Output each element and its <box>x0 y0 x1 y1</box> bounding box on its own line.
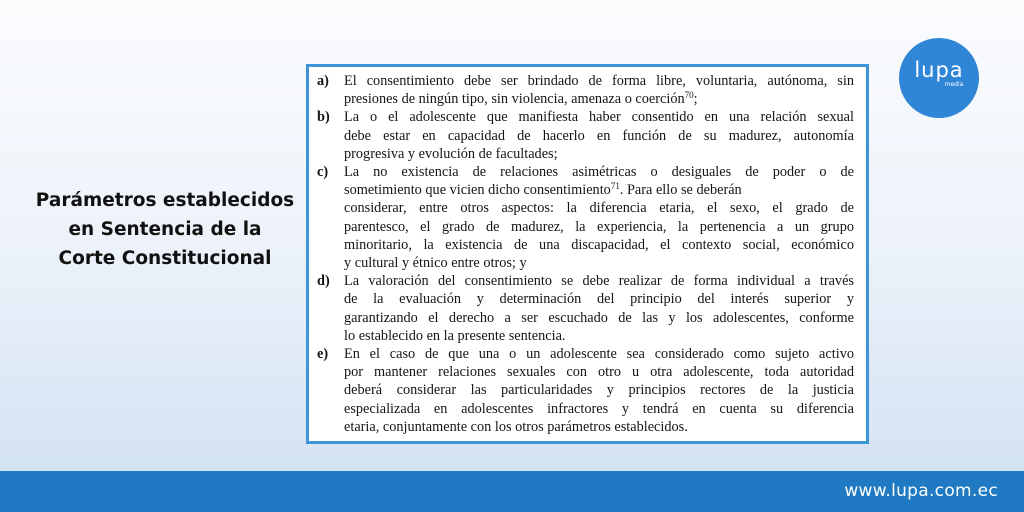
text-line <box>344 90 854 108</box>
text-segment: ; <box>693 91 698 108</box>
text-line: debe estar en capacidad de hacerlo en función de su madurez, autonomía <box>344 127 854 144</box>
list-item-c <box>317 163 854 272</box>
item-letter: b) <box>317 109 330 126</box>
text-segment: presiones de ningún tipo, sin violencia, amenaza o coerción <box>344 91 685 108</box>
item-letter: e) <box>317 346 329 363</box>
list-item-e <box>317 345 854 436</box>
text-line: garantizando el derecho a ser escuchado de las y los adolescentes, conforme <box>344 309 854 326</box>
text-line: de la evaluación y determinación del principio del interés superior y <box>344 291 854 308</box>
footnote-ref: 71 <box>610 181 620 192</box>
lupa-logo <box>899 38 979 118</box>
item-letter: c) <box>317 164 329 181</box>
text-line: minoritario, la existencia de una discapacidad, el contexto social, económico <box>344 236 854 253</box>
text-line: por mantener relaciones sexuales con otro u otra adolescente, toda autoridad <box>344 364 854 381</box>
text-line: y cultural y étnico entre otros; y <box>344 255 527 272</box>
text-line: considerar, entre otros aspectos: la diferencia etaria, el sexo, el grado de <box>344 200 854 217</box>
text-line: deberá considerar las particularidades y principios rectores de la justicia <box>344 382 854 399</box>
text-segment: sometimiento que vicien dicho consentimiento <box>344 182 611 199</box>
headline-line: Corte Constitucional <box>58 248 272 269</box>
text-line: La no existencia de relaciones asimétricas o desiguales de poder o de <box>344 164 854 181</box>
item-letter: a) <box>317 73 329 89</box>
headline-line: en Sentencia de la <box>68 219 262 240</box>
list-item-d <box>317 272 854 345</box>
list-item-a <box>317 72 854 108</box>
headline-line: Parámetros establecidos <box>35 190 295 211</box>
text-line: lo establecido en la presente sentencia. <box>344 327 566 344</box>
text-line: etaria, conjuntamente con los otros parámetros establecidos. <box>344 418 688 435</box>
text-line: parentesco, el grado de madurez, la experiencia, la pertenencia a un grupo <box>344 218 854 235</box>
text-line: En el caso de que una o un adolescente sea considerado como sujeto activo <box>344 346 854 363</box>
item-letter: d) <box>317 273 330 290</box>
website-link[interactable]: www.lupa.com.ec <box>844 481 998 501</box>
text-line: La o el adolescente que manifiesta haber consentido en una relación sexual <box>344 109 854 126</box>
text-line: progresiva y evolución de facultades; <box>344 145 558 162</box>
logo-subtitle: media <box>944 81 964 88</box>
text-line: El consentimiento debe ser brindado de forma libre, voluntaria, autónoma, sin <box>344 73 854 89</box>
footer-bar <box>0 471 1024 512</box>
text-line: La valoración del consentimiento se debe realizar de forma individual a través <box>344 273 854 290</box>
logo-word: lupa <box>914 58 964 82</box>
document-excerpt <box>306 64 869 444</box>
footnote-ref: 70 <box>684 90 694 101</box>
list-item-b <box>317 108 854 163</box>
headline <box>20 186 310 273</box>
text-line <box>344 181 854 199</box>
text-line: especializada en adolescentes infractores y tendrá en cuenta su diferencia <box>344 400 854 417</box>
text-segment: . Para ello se deberán <box>619 182 742 199</box>
